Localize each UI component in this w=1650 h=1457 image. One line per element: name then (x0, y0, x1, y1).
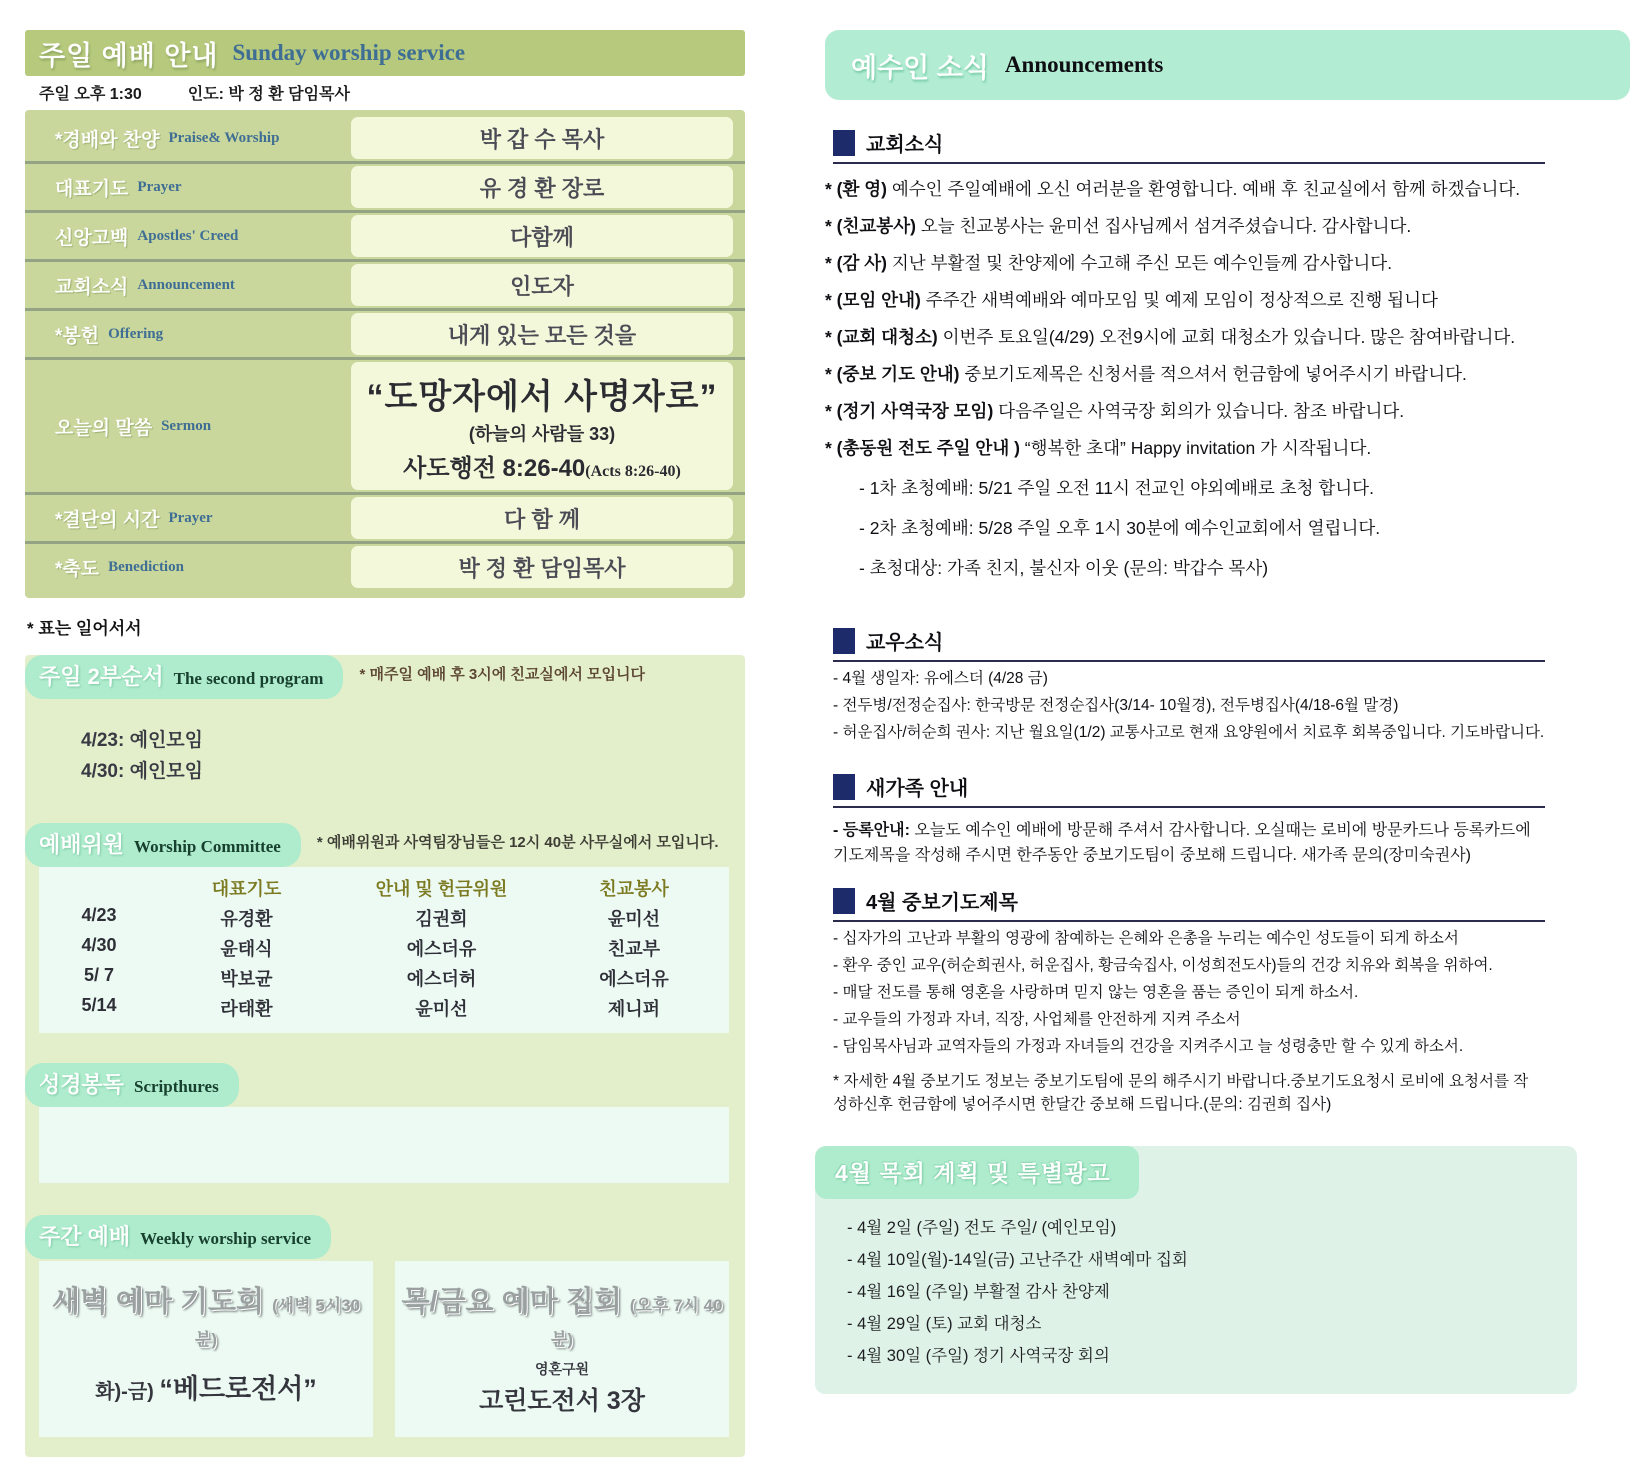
announcement-item (825, 325, 1630, 349)
announcement-text: 이번주 토요일(4/29) 오전9시에 교회 대청소가 있습니다. 많은 참여바랍니다. (942, 327, 1516, 347)
weekly-pill (25, 1215, 331, 1259)
section-member-news (833, 626, 1545, 662)
announcement-subitem: - 초청대상: 가족 친지, 불신자 이웃 (문의: 박갑수 목사) (859, 558, 1269, 578)
sermon-title: “도망자에서 사명자로” (366, 378, 718, 416)
evening-meeting-title: 목/금요 예마 집회 (401, 1286, 622, 1318)
dawn-prayer-detail (43, 1367, 369, 1406)
sermon-cell (351, 362, 733, 490)
sermon-subtitle: (하늘의 사람들 33) (468, 424, 616, 444)
announcement-subitem: - 1차 초청예배: 5/21 주일 오전 11시 전교인 야외예배로 초청 합니다. (859, 478, 1374, 498)
dawn-prayer-title: 새벽 예마 기도회 (51, 1286, 265, 1318)
plan-item: - 4월 2일 (주일) 전도 주일/ (예인모임) (847, 1219, 1117, 1237)
section-title: 교우소식 (866, 632, 944, 654)
april-plan-title: 4월 목회 계획 및 특별광고 (815, 1146, 1139, 1199)
order-label-ko: 대표기도 (55, 178, 129, 200)
section-newcomer (833, 772, 1545, 808)
dawn-prayer-title-line (43, 1279, 369, 1353)
sermon-passage-ko: 사도행전 8:26-40 (403, 455, 586, 482)
order-label-en: Benediction (108, 558, 184, 575)
order-label (25, 495, 351, 541)
announcement-lead: * (교회 대청소) (825, 327, 938, 347)
order-label (25, 311, 351, 357)
announcement-lead: * (환 영) (825, 179, 887, 199)
scripture-header-row (25, 1063, 745, 1107)
scripture-pill (25, 1063, 239, 1107)
order-label-ko: 오늘의 말씀 (55, 417, 153, 439)
section-marker-icon (833, 628, 855, 654)
committee-cell: 에스더유 (599, 969, 669, 989)
prayer-item: - 교우들의 가정과 자녀, 직장, 사업체를 안전하게 지켜 주소서 (833, 1011, 1241, 1028)
member-news-list (833, 668, 1630, 744)
order-label-ko: 신앙고백 (55, 227, 129, 249)
section-title: 교회소식 (866, 134, 944, 156)
order-label-ko: *봉헌 (55, 325, 100, 347)
committee-cell: 윤미선 (415, 999, 468, 1019)
second-program-title-en: The second program (173, 669, 324, 688)
weekly-header-row (25, 1215, 745, 1259)
evening-meeting-book: 고린도전서 3장 (479, 1387, 645, 1415)
plan-item: - 4월 30일 (주일) 정기 사역국장 회의 (847, 1347, 1110, 1365)
announcements-header (825, 30, 1630, 100)
newcomer-lead: - 등록안내: (833, 822, 910, 839)
order-label-en: Praise& Worship (168, 129, 280, 146)
announcement-item (825, 399, 1630, 423)
order-row-benediction (25, 541, 745, 590)
announcements-title-ko: 예수인 소식 (851, 52, 989, 83)
announcement-item (825, 362, 1630, 386)
announcement-text: 지난 부활절 및 찬양제에 수고해 주신 모든 예수인들께 감사합니다. (891, 253, 1393, 273)
evening-meeting-time: (오후 7시 40분) (550, 1296, 723, 1349)
announcement-text: 중보기도제목은 신청서를 적으셔서 헌금함에 넣어주시기 바랍니다. (964, 364, 1467, 384)
order-value: 내게 있는 모든 것을 (351, 313, 733, 355)
order-row-creed (25, 210, 745, 259)
newcomer-text (833, 818, 1533, 868)
announcement-item (825, 288, 1630, 312)
april-plan-box (815, 1146, 1577, 1394)
worship-time: 주일 오후 1:30 (39, 86, 142, 103)
worship-order-table (25, 110, 745, 598)
plan-item: - 4월 29일 (토) 교회 대청소 (847, 1315, 1042, 1333)
sermon-passage-en: (Acts 8:26-40) (585, 463, 681, 480)
committee-cell: 윤미선 (607, 909, 661, 929)
second-program-row (25, 655, 745, 699)
order-value: 박 갑 수 목사 (351, 117, 733, 159)
committee-pill (25, 823, 301, 867)
order-label (25, 544, 351, 590)
newcomer-body: 오늘도 예수인 예배에 방문해 주셔서 감사합니다. 오실때는 로비에 방문카드나 등록카드에 기도제목을 작성해 주시면 한주동안 중보기도팀이 중보해 드립니다. 새가족 문의(장미숙권사) (833, 822, 1531, 864)
committee-header: 안내 및 헌금위원 (375, 879, 508, 899)
announcement-lead: * (친교봉사) (825, 216, 916, 236)
announcement-text: 다음주일은 사역국장 회의가 있습니다. 참조 바랍니다. (998, 401, 1405, 421)
member-news-item: - 허운집사/허순희 권사: 지난 월요일(1/2) 교통사고로 현재 요양원에서 치료후 회복중입니다. 기도바랍니다. (833, 724, 1545, 741)
committee-cell: 친교부 (607, 939, 661, 959)
scripture-box (39, 1107, 729, 1183)
order-row-prayer (25, 161, 745, 210)
announcement-text: 오늘 친교봉사는 윤미선 집사님께서 섬겨주셨습니다. 감사합니다. (920, 216, 1412, 236)
plan-item: - 4월 10일(월)-14일(금) 고난주간 새벽예마 집회 (847, 1251, 1188, 1269)
member-news-item: - 전두병/전정순집사: 한국방문 전정순집사(3/14- 10월경), 전두병집사(4/18-6월 말경) (833, 697, 1399, 714)
program-item: 4/23: 예인모임 (81, 730, 204, 751)
committee-table (39, 867, 729, 1033)
announcement-item (825, 177, 1630, 201)
standing-note: * 표는 일어서서 (27, 619, 142, 638)
committee-cell: 에스더유 (406, 939, 477, 959)
section-church-news (833, 128, 1545, 164)
lower-left-block (25, 655, 745, 1457)
prayer-note: * 자세한 4월 중보기도 정보는 중보기도팀에 문의 해주시기 바랍니다.중보기도요청시 로비에 요청서를 작성하신후 헌금함에 넣어주시면 한달간 중보해 드립니다.(문의: 김권희 집사) (833, 1073, 1529, 1113)
order-row-decision (25, 492, 745, 541)
section-marker-icon (833, 130, 855, 156)
section-marker-icon (833, 888, 855, 914)
committee-header-blank (39, 875, 159, 901)
committee-title-en: Worship Committee (134, 837, 281, 856)
announcement-lead: * (감 사) (825, 253, 887, 273)
committee-date: 4/30 (81, 935, 117, 955)
committee-cell: 박보균 (220, 969, 273, 989)
order-label-en: Apostles' Creed (137, 227, 239, 244)
order-label-en: Sermon (161, 417, 212, 434)
worship-header-title-en: Sunday worship service (232, 40, 466, 65)
order-value: 인도자 (351, 264, 733, 306)
prayer-item: - 담임목사님과 교역자들의 가정과 자녀들의 건강을 지켜주시고 늘 성령충만 할 수 있게 하소서. (833, 1038, 1464, 1055)
evening-meeting-sub: 영혼구원 (534, 1361, 590, 1377)
order-label (25, 213, 351, 259)
dawn-prayer-time: (새벽 5시30분) (194, 1296, 361, 1349)
order-row-offering (25, 308, 745, 357)
announcement-lead: * (총동원 전도 주일 안내 ) (825, 438, 1020, 458)
announcement-lead: * (모임 안내) (825, 290, 921, 310)
order-label (25, 360, 351, 492)
committee-header: 친교봉사 (599, 879, 669, 899)
announcements-title-en: Announcements (1004, 52, 1164, 77)
worship-header (25, 30, 745, 76)
order-label-ko: *축도 (55, 558, 100, 580)
committee-date: 5/14 (81, 995, 117, 1015)
dawn-prayer-book: “베드로전서” (159, 1374, 317, 1404)
committee-header: 대표기도 (211, 879, 282, 899)
announcement-text: 주주간 새벽예배와 예마모임 및 예제 모임이 정상적으로 진행 됩니다 (925, 290, 1438, 310)
church-news-list (825, 177, 1630, 580)
announcement-text: 예수인 주일예배에 오신 여러분을 환영합니다. 예배 후 친교실에서 함께 하겠습니다. (891, 179, 1521, 199)
order-value: 다 함 께 (351, 497, 733, 539)
order-label-en: Prayer (168, 509, 213, 526)
second-program-pill (25, 655, 343, 699)
second-program-title-ko: 주일 2부순서 (39, 664, 164, 689)
order-label-en: Offering (108, 325, 164, 342)
prayer-list (833, 928, 1630, 1058)
order-label-ko: *결단의 시간 (55, 509, 160, 531)
worship-leader: 인도: 박 정 환 담임목사 (187, 86, 350, 103)
section-title: 새가족 안내 (866, 778, 969, 800)
order-label (25, 115, 351, 161)
program-item: 4/30: 예인모임 (81, 761, 204, 782)
order-label (25, 262, 351, 308)
order-label-ko: *경배와 찬양 (55, 129, 160, 151)
announcement-text: “행복한 초대” Happy invitation 가 시작됩니다. (1024, 438, 1372, 458)
section-title: 4월 중보기도제목 (866, 892, 1018, 914)
sermon-passage (403, 448, 681, 483)
prayer-item: - 매달 전도를 통해 영혼을 사랑하며 믿지 않는 영혼을 품는 증인이 되게 하소서. (833, 984, 1359, 1001)
announcement-item (825, 251, 1630, 275)
order-label-ko: 교회소식 (55, 276, 129, 298)
section-marker-icon (833, 774, 855, 800)
committee-cell: 윤태식 (220, 939, 273, 959)
announcement-item (825, 214, 1630, 238)
committee-cell: 에스더허 (406, 969, 477, 989)
committee-note: * 예배위원과 사역팀장님들은 12시 40분 사무실에서 모입니다. (316, 834, 719, 851)
april-plan-list (847, 1215, 1577, 1370)
worship-header-title-ko: 주일 예배 안내 (39, 40, 219, 71)
order-row-praise (25, 115, 745, 161)
order-label-en: Prayer (137, 178, 182, 195)
committee-date: 5/ 7 (83, 965, 115, 985)
dawn-prayer-days: 화)-금) (95, 1381, 154, 1403)
committee-date: 4/23 (81, 905, 117, 925)
order-value: 박 정 환 담임목사 (351, 546, 733, 588)
announcement-lead: * (중보 기도 안내) (825, 364, 960, 384)
prayer-item: - 십자가의 고난과 부활의 영광에 참예하는 은혜와 은총을 누리는 예수인 성도들이 되게 하소서 (833, 930, 1459, 947)
section-prayer (833, 886, 1545, 922)
order-row-announcement (25, 259, 745, 308)
order-label-en: Announcement (137, 276, 235, 293)
announcement-lead: * (정기 사역국장 모임) (825, 401, 994, 421)
evening-meeting-title-line (399, 1279, 725, 1353)
order-row-sermon (25, 357, 745, 492)
committee-cell: 김권희 (415, 909, 468, 929)
member-news-item: - 4월 생일자: 유에스더 (4/28 금) (833, 670, 1048, 687)
second-program-items (25, 699, 745, 793)
prayer-item: - 환우 중인 교우(허순희권사, 허운집사, 황금숙집사, 이성희전도사)들의 건강 치유와 회복을 위하여. (833, 957, 1493, 974)
committee-cell: 유경환 (220, 909, 273, 929)
scripture-title-en: Scripthures (134, 1077, 219, 1096)
plan-item: - 4월 16일 (주일) 부활절 감사 찬양제 (847, 1283, 1110, 1301)
evening-meeting-box (395, 1261, 729, 1437)
order-value: 다함께 (351, 215, 733, 257)
committee-header-row (25, 823, 745, 867)
committee-title-ko: 예배위원 (39, 832, 125, 857)
committee-cell: 제니퍼 (607, 999, 661, 1019)
announcements-panel (815, 30, 1630, 1394)
order-value: 유 경 환 장로 (351, 166, 733, 208)
weekly-title-en: Weekly worship service (140, 1229, 312, 1248)
order-label (25, 164, 351, 210)
weekly-title-ko: 주간 예배 (39, 1224, 131, 1249)
committee-cell: 라태환 (220, 999, 273, 1019)
weekly-boxes (39, 1261, 729, 1437)
announcement-subitem: - 2차 초청예배: 5/28 주일 오후 1시 30분에 예수인교회에서 열립니다. (859, 518, 1381, 538)
worship-subheader (25, 76, 745, 107)
dawn-prayer-box (39, 1261, 373, 1437)
announcement-item (825, 436, 1630, 460)
scripture-title-ko: 성경봉독 (39, 1072, 125, 1097)
sunday-worship-panel (25, 30, 745, 1457)
second-program-note: * 매주일 예배 후 3시에 친교실에서 모입니다 (359, 666, 645, 683)
